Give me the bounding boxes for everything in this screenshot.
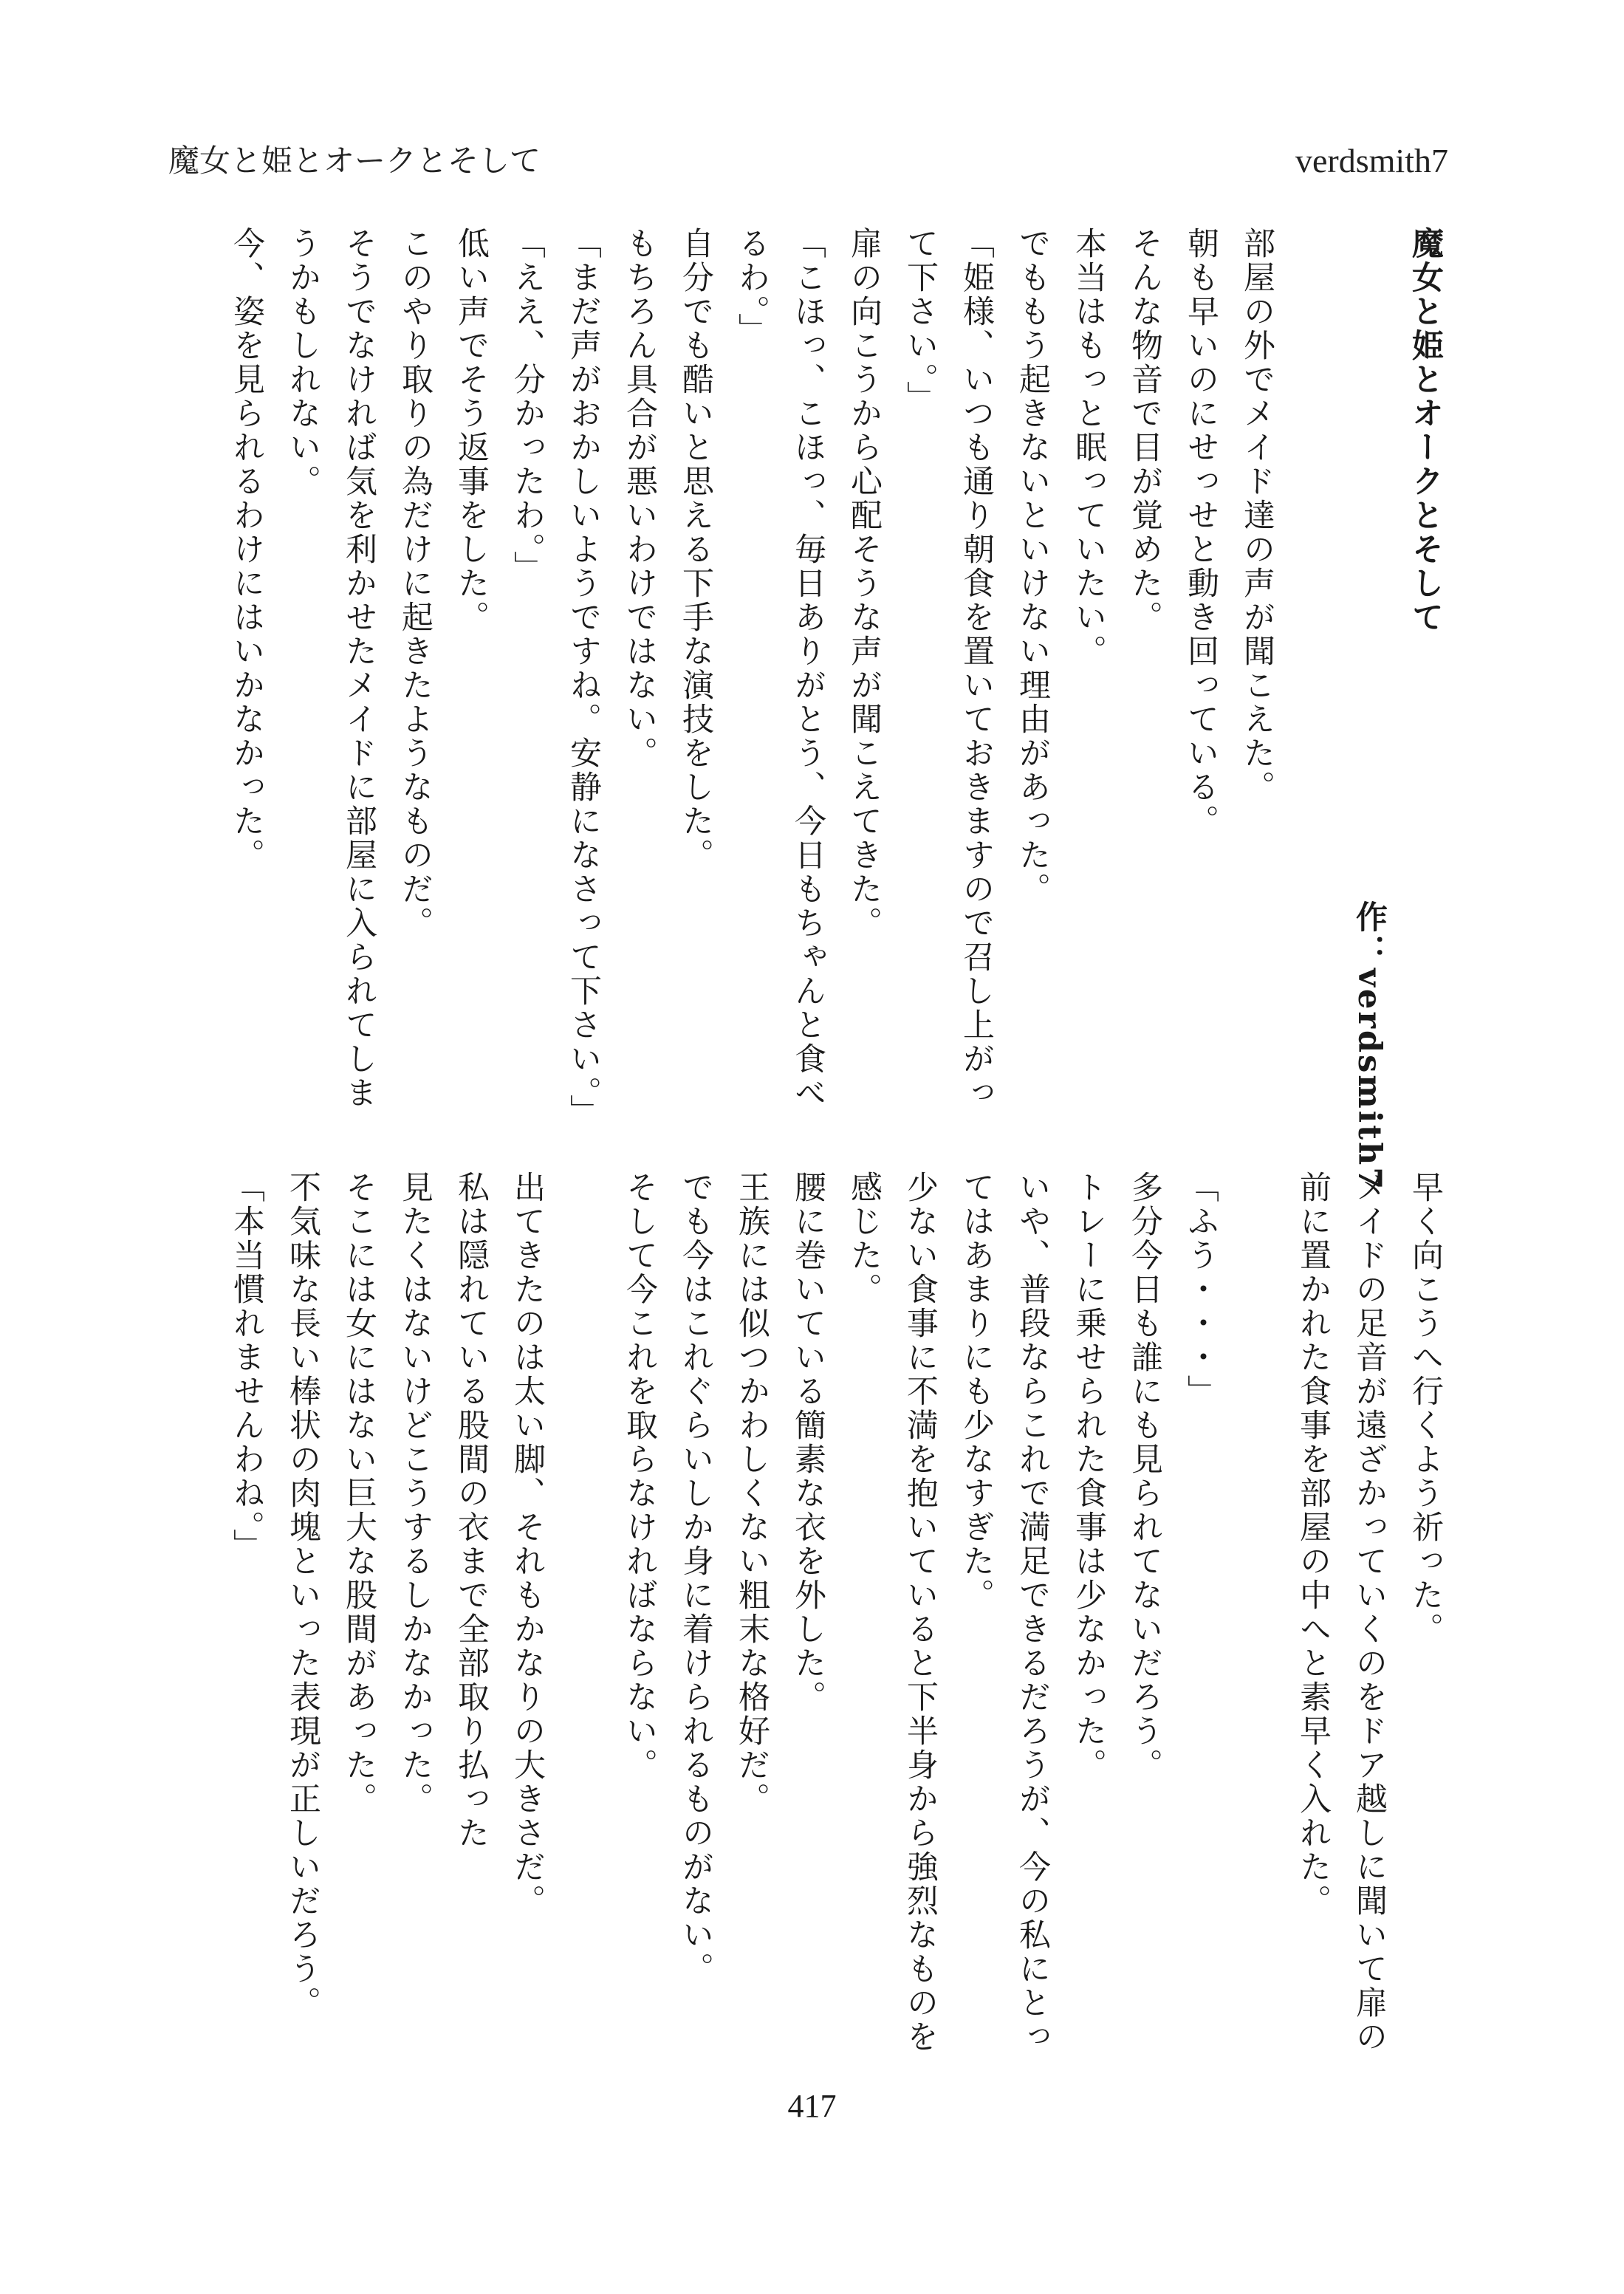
text-line: 部屋の外でメイド達の声が聞こえた。 xyxy=(1238,227,1275,804)
text-line: でも今はこれぐらいしか身に着けられるものがない。 xyxy=(677,1171,714,1986)
text-line: そんな物音で目が覚めた。 xyxy=(1126,227,1163,634)
text-line: 不気味な長い棒状の肉塊といった表現が正しいだろう。 xyxy=(284,1171,321,2020)
running-head-title: 魔女と姫とオークとそして xyxy=(168,143,541,179)
text-line: てはあまりにも少なすぎた。 xyxy=(958,1171,995,1612)
text-line: 王族には似つかわしくない粗末な格好だ。 xyxy=(733,1171,770,1816)
text-line: 「まだ声がおかしいようですね。安静になさって下さい。」 xyxy=(565,227,602,1129)
text-line: いや、普段ならこれで満足できるだろうが、今の私にとっ xyxy=(1014,1171,1051,2054)
text-line: 「本当慣れませんわね。」 xyxy=(228,1171,265,1563)
text-line: 自分でも酷いと思える下手な演技をした。 xyxy=(677,227,714,872)
text-line: そうでなければ気を利かせたメイドに部屋に入られてしま xyxy=(340,227,377,1110)
text-line: 低い声でそう返事をした。 xyxy=(453,227,490,634)
text-line: うかもしれない。 xyxy=(284,227,321,499)
text-line: 少ない食事に不満を抱いていると下半身から強烈なものを xyxy=(902,1171,939,2054)
text-line: そこには女にはない巨大な股間があった。 xyxy=(340,1171,377,1816)
column-spacer xyxy=(1229,1171,1285,2101)
text-line: 「ふう・・・」 xyxy=(1182,1171,1219,1408)
text-line: 感じた。 xyxy=(846,1171,883,1307)
running-head-author: verdsmith7 xyxy=(1295,142,1448,179)
text-line: トレーに乗せられた食事は少なかった。 xyxy=(1070,1171,1107,1782)
text-line: 前に置かれた食事を部屋の中へと素早く入れた。 xyxy=(1295,1171,1332,1918)
story-byline: 作：verdsmith7 xyxy=(1351,900,1388,1192)
text-line: 扉の向こうから心配そうな声が聞こえてきた。 xyxy=(846,227,883,940)
text-line: そして今これを取らなければならない。 xyxy=(621,1171,658,1782)
text-line: 腰に巻いている簡素な衣を外した。 xyxy=(789,1171,826,1714)
text-line: て下さい。」 xyxy=(902,227,939,415)
text-line: このやり取りの為だけに起きたようなものだ。 xyxy=(397,227,434,940)
text-line: メイドの足音が遠ざかっていくのをドア越しに聞いて扉の xyxy=(1351,1171,1388,2054)
text-line: 出てきたのは太い脚、それもかなりの大きさだ。 xyxy=(509,1171,546,1918)
text-line: るわ。」 xyxy=(733,227,770,347)
bottom-text-block xyxy=(219,1171,1453,2101)
story-title: 魔女と姫とオークとそして xyxy=(1407,227,1444,634)
text-line: 「姫様、いつも通り朝食を置いておきますので召し上がっ xyxy=(958,227,995,1110)
text-line: 多分今日も誰にも見られてないだろう。 xyxy=(1126,1171,1163,1782)
text-line: 今、姿を見られるわけにはいかなかった。 xyxy=(228,227,265,872)
page-number: 417 xyxy=(787,2088,837,2124)
top-text-block xyxy=(219,227,1453,1192)
column-spacer xyxy=(555,1171,611,2101)
text-line: 「ええ、分かったわ。」 xyxy=(509,227,546,585)
column-spacer xyxy=(1285,227,1341,1157)
text-line: 朝も早いのにせっせと動き回っている。 xyxy=(1182,227,1219,838)
text-line: でももう起きないといけない理由があった。 xyxy=(1014,227,1051,906)
text-line: 私は隠れている股間の衣まで全部取り払った xyxy=(453,1171,490,1850)
text-line: 本当はもっと眠っていたい。 xyxy=(1070,227,1107,668)
text-line: 早く向こうへ行くよう祈った。 xyxy=(1407,1171,1444,1646)
text-line: もちろん具合が悪いわけではない。 xyxy=(621,227,658,770)
text-line: 見たくはないけどこうするしかなかった。 xyxy=(397,1171,434,1816)
text-line: 「こほっ、こほっ、毎日ありがとう、今日もちゃんと食べ xyxy=(789,227,826,1110)
